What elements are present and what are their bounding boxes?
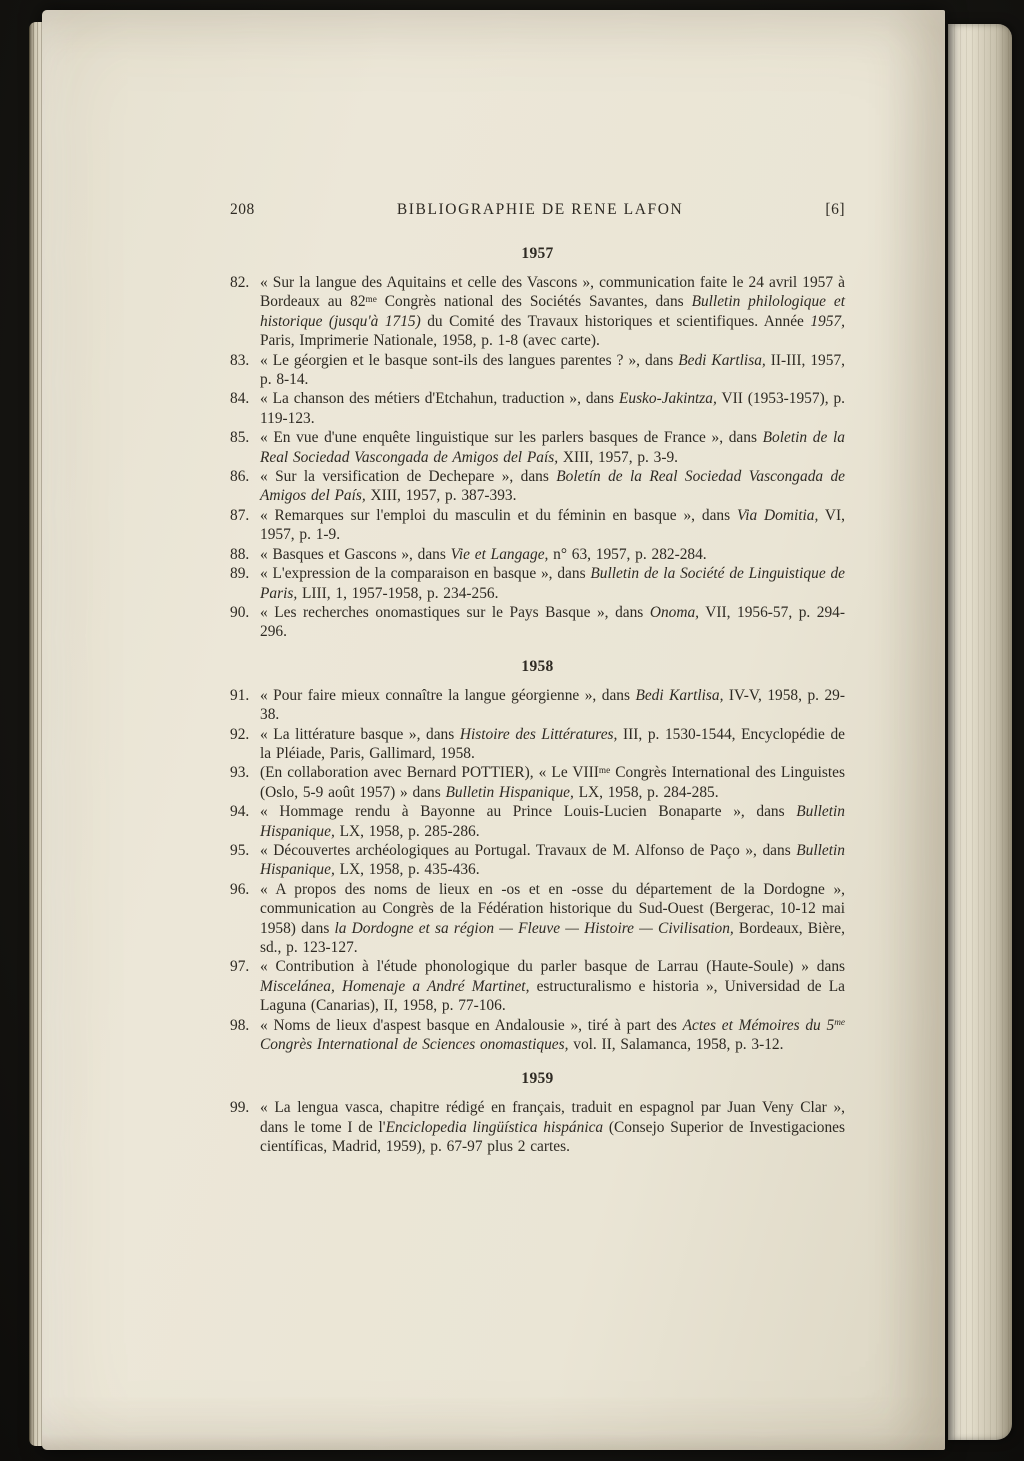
entry-text-segment: n° 63, 1957, p. 282-284. [548,545,707,563]
bib-entry [230,1016,845,1055]
entry-number: 92. [230,725,250,743]
bracket-page-number: [6] [825,201,845,218]
entry-text [260,763,845,802]
page-content [230,200,845,1157]
entry-text-segment: me [834,1017,846,1028]
entry-text [260,841,845,880]
entry-text-segment: IV-V, 1958, p. 29-38. [260,686,845,724]
entry-text-segment: Eusko-Jakintza, [618,390,717,408]
entry-number: 89. [230,565,250,583]
entry-number: 86. [230,468,250,486]
entry-text [260,545,845,564]
entry-text-segment: « Sur la versification de Dechepare », dans [260,468,557,486]
entry-text-segment: estructuralismo e historia », Universidad de La Laguna (Canarias), II, 1958, p. 77-106. [260,977,845,1015]
entry-text-segment: Congrès national des Sociétés Savantes, dans [376,293,692,311]
running-header [230,200,845,219]
entry-text-segment: LX, 1958, p. 435-436. [334,861,480,879]
entry-number: 83. [230,351,250,369]
entry-text [260,686,845,725]
entry-text-segment: Bulletin de la Société de Linguistique de Paris, [260,565,845,602]
entry-text-segment: Actes et Mémoires du 5 [682,1016,835,1034]
entry-text-segment: XIII, 1957, p. 3-9. [558,448,679,466]
bib-entry [230,389,845,428]
entry-text [260,506,845,545]
bib-entry [230,564,845,603]
entry-text-segment: « La chanson des métiers d'Etchahun, traduction », dans [260,390,619,408]
entry-text-segment: la Dordogne et sa région — Fleuve — Histoire — Civilisation, [334,919,734,937]
bib-entry [230,880,845,958]
entry-text-segment: II-III, 1957, p. 8-14. [260,351,845,389]
page-number: 208 [230,201,255,218]
entry-text-segment: « Pour faire mieux connaître la langue géorgienne », dans [260,686,636,704]
entry-text-segment: 1957, [810,312,845,330]
entry-text [260,467,845,506]
entry-text-segment: Boletin de la Real Sociedad Vascongada de Amigos del País, [260,429,845,466]
entry-text-segment: LX, 1958, p. 285-286. [334,822,480,840]
bib-entry [230,467,845,506]
entry-text-segment: Bedi Kartlisa, [678,351,766,369]
next-page-edge [948,24,1012,1440]
entry-text [260,564,845,603]
entry-text-segment: « A propos des noms de lieux en -os et en -osse du département de la Dordogne », communication au Congrès de la Fédération historique du Sud-Ouest (Bergerac, 10-12 mai 1958) dans [260,880,845,937]
entry-text [260,957,845,1015]
entry-text-segment: LX, 1958, p. 284-285. [573,783,719,801]
entry-number: 96. [230,880,250,898]
entry-number: 98. [230,1016,250,1034]
bibliography-list [230,245,845,1157]
entry-text-segment: Bulletin Hispanique, [445,783,574,801]
entry-text [260,351,845,390]
entry-number: 88. [230,545,250,563]
entry-text [260,389,845,428]
entry-text-segment: « Découvertes archéologiques au Portugal. Travaux de M. Alfonso de Paço », dans [260,841,797,859]
entry-text-segment: (Consejo Superior de Investigaciones científicas, Madrid, 1959), p. 67-97 plus 2 cartes. [260,1118,845,1156]
entry-text-segment: Bulletin philologique et historique (jusqu'à 1715) [260,293,845,330]
bib-entry [230,273,845,351]
entry-number: 93. [230,764,250,782]
entry-text-segment: « Le géorgien et le basque sont-ils des langues parentes ? », dans [260,351,679,369]
entry-text-segment: Paris, Imprimerie Nationale, 1958, p. 1-8 (avec carte). [260,332,600,350]
bib-entry [230,351,845,390]
entry-text [260,1098,845,1156]
entry-text-segment: « Les recherches onomastiques sur le Pays Basque », dans [260,603,650,621]
bib-entry [230,841,845,880]
entry-text-segment: VII (1953-1957), p. 119-123. [260,390,845,427]
bib-entry [230,545,845,564]
bib-entry [230,603,845,642]
entry-text [260,1016,845,1055]
bib-entry [230,763,845,802]
entry-number: 91. [230,686,250,704]
entry-text [260,603,845,642]
entry-text-segment: III, p. 1530-1544, Encyclopédie de la Pléiade, Paris, Gallimard, 1958. [260,725,845,762]
running-title: BIBLIOGRAPHIE DE RENE LAFON [396,201,684,218]
entry-text [260,428,845,467]
entry-text-segment: Bedi Kartlisa, [635,686,724,704]
bib-entry [230,725,845,764]
entry-text-segment: me [598,765,611,776]
entry-text-segment: « En vue d'une enquête linguistique sur les parlers basques de France », dans [260,429,763,447]
entry-text-segment: VII, 1956-57, p. 294-296. [260,603,846,641]
entry-text-segment: « La lengua vasca, chapitre rédigé en français, traduit en espagnol par Juan Veny Clar », dans le tome I de l' [260,1099,845,1136]
entry-number: 97. [230,958,250,976]
entry-text-segment: Onoma, [649,603,699,621]
entry-text [260,802,845,841]
entry-text-segment: du Comité des Travaux historiques et scientifiques. Année [420,312,811,330]
entry-number: 87. [230,506,250,524]
entry-text [260,725,845,764]
entry-text-segment: « Contribution à l'étude phonologique du parler basque de Larrau (Haute-Soule) » dans [260,958,845,976]
entry-text-segment: Bordeaux, Bière, sd., p. 123-127. [260,919,845,956]
entry-text-segment: Histoire des Littératures, [459,725,618,743]
entry-text-segment: « Hommage rendu à Bayonne au Prince Louis-Lucien Bonaparte », dans [260,803,797,821]
entry-text-segment: Enciclopedia lingüística hispánica [385,1118,604,1136]
book-page [42,10,945,1450]
year-heading: 1958 [521,657,554,675]
entry-text-segment: Via Domitia, [736,506,819,524]
entry-text-segment: XIII, 1957, p. 387-393. [365,487,517,505]
bib-entry [230,686,845,725]
entry-text [260,880,845,958]
entry-number: 82. [230,274,250,291]
year-heading: 1957 [521,245,554,262]
entry-text-segment: me [365,294,377,305]
entry-text-segment: (En collaboration avec Bernard POTTIER), « Le VIII [260,764,599,782]
entry-text-segment: Boletín de la Real Sociedad Vascongada de Amigos del País, [260,468,845,505]
entry-number: 90. [230,603,250,621]
bib-entry [230,428,845,467]
bib-entry [230,1098,845,1156]
entry-text-segment: « Noms de lieux d'aspest basque en Andalousie », tiré à part des [260,1016,683,1034]
entry-text-segment: Congrès International de Sciences onomastiques, [260,1036,569,1054]
bib-entry [230,802,845,841]
entry-text-segment: Congrès International des Linguistes (Oslo, 5-9 août 1957) » dans [260,764,845,801]
entry-number: 85. [230,429,250,447]
entry-text-segment: vol. II, Salamanca, 1958, p. 3-12. [568,1036,784,1054]
entry-number: 99. [230,1099,250,1117]
entry-number: 94. [230,803,250,821]
entry-text-segment: Miscelánea, Homenaje a André Martinet, [260,977,530,995]
entry-text-segment: « La littérature basque », dans [260,725,460,743]
year-heading: 1959 [521,1070,554,1088]
entry-text-segment: Bulletin Hispanique, [260,803,845,840]
entry-text-segment: « Basques et Gascons », dans [260,545,451,563]
entry-text-segment: Vie et Langage, [450,545,549,563]
entry-text-segment: LIII, 1, 1957-1958, p. 234-256. [297,584,499,602]
entry-text-segment: VI, 1957, p. 1-9. [260,506,846,544]
entry-number: 84. [230,390,250,408]
entry-text [260,273,845,351]
bib-entry [230,957,845,1015]
entry-text-segment: « Sur la langue des Aquitains et celle des Vascons », communication faite le 24 avril 1957 à Bordeaux au 82 [260,274,845,311]
entry-text-segment: « L'expression de la comparaison en basque », dans [260,565,591,583]
bib-entry [230,506,845,545]
entry-number: 95. [230,841,250,859]
entry-text-segment: « Remarques sur l'emploi du masculin et du féminin en basque », dans [260,506,737,524]
entry-text-segment: Bulletin Hispanique, [260,841,845,879]
